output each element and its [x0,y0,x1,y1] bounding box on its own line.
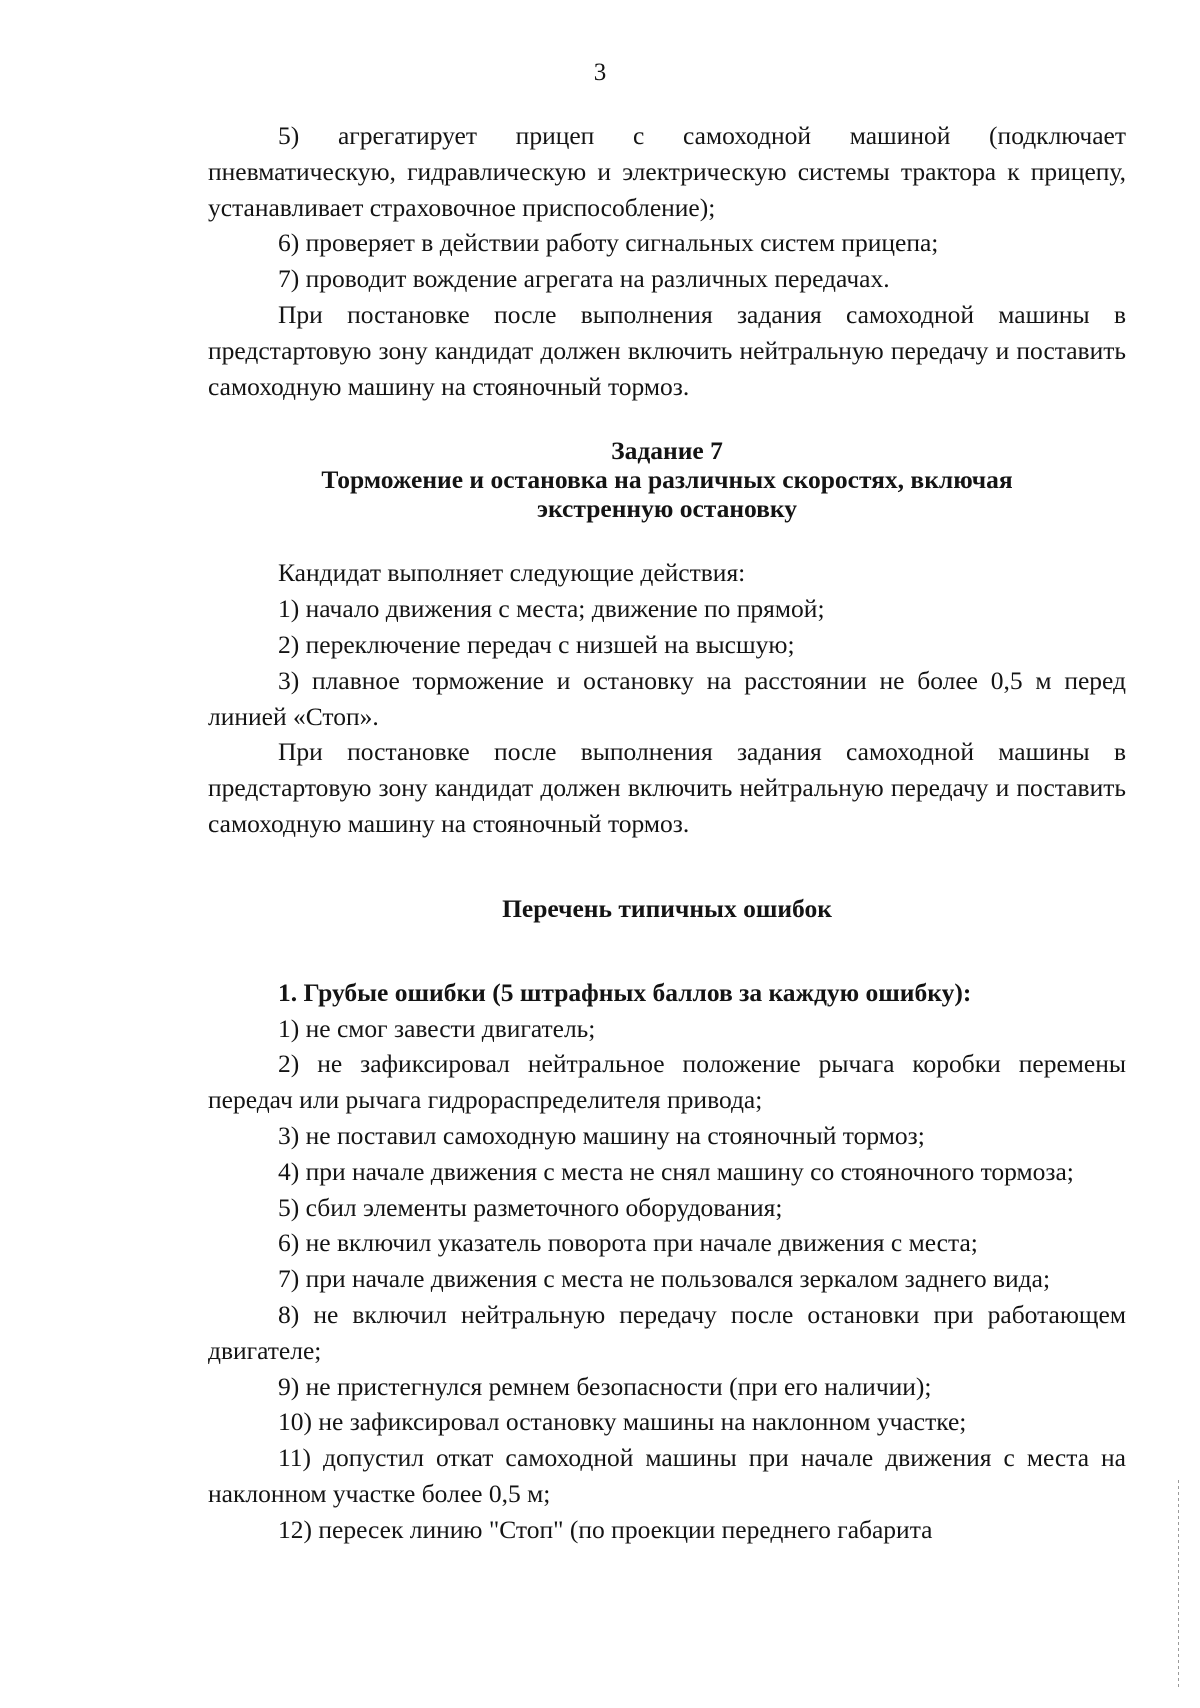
task7-title: Задание 7 [611,436,723,466]
error-item: 8) не включил нейтральную передачу после остановки при работающем двигателе; [208,1299,1126,1365]
error-item: 2) не зафиксировал нейтральное положение рычага коробки перемены передач или рычага гидрораспределителя привода; [208,1049,1126,1115]
intro-item: 7) проводит вождение агрегата на различных передачах. [278,264,890,294]
error-item: 4) при начале движения с места не снял машину со стояночного тормоза; [278,1156,1074,1186]
errors-title: Перечень типичных ошибок [502,893,832,923]
error-item: 12) пересек линию "Стоп" (по проекции переднего габарита [278,1514,933,1544]
task7-closing-paragraph: При постановке после выполнения задания самоходной машины в предстартовую зону кандидат должен включить нейтральную передачу и поставить самоходную машину на стояночный тормоз. [208,737,1126,838]
task7-item: 2) переключение передач с низшей на высшую; [278,629,795,659]
error-item: 7) при начале движения с места не пользовался зеркалом заднего вида; [278,1264,1051,1294]
task7-lead: Кандидат выполняет следующие действия: [278,558,746,588]
error-item: 5) сбил элементы разметочного оборудования; [278,1192,783,1222]
task7-subtitle-line2: экстренную остановку [536,494,798,524]
error-item: 6) не включил указатель поворота при начале движения с места; [278,1228,978,1258]
task7-item: 1) начало движения с места; движение по прямой; [278,594,825,624]
intro-item: 5) агрегатирует прицеп с самоходной машиной (подключает пневматическую, гидравлическую и электрическую системы трактора к прицепу, устанавливает страховочное приспособление); [208,121,1126,222]
error-item: 11) допустил откат самоходной машины при начале движения с места на наклонном участке более 0,5 м; [208,1443,1126,1508]
intro-closing-paragraph: При постановке после выполнения задания самоходной машины в предстартовую зону кандидат должен включить нейтральную передачу и поставить самоходную машину на стояночный тормоз. [208,299,1126,401]
error-item: 1) не смог завести двигатель; [278,1013,596,1043]
error-item: 3) не поставил самоходную машину на стояночный тормоз; [278,1120,925,1150]
task7-item: 3) плавное торможение и остановку на расстоянии не более 0,5 м перед линией «Стоп». [208,665,1126,731]
errors-section1-heading: 1. Грубые ошибки (5 штрафных баллов за каждую ошибку): [278,977,972,1007]
error-item: 9) не пристегнулся ремнем безопасности (при его наличии); [278,1371,932,1401]
task7-subtitle-line1: Торможение и остановка на различных скоростях, включая [321,465,1013,495]
document-body [208,118,1126,1548]
error-item: 10) не зафиксировал остановку машины на наклонном участке; [278,1407,967,1437]
intro-item: 6) проверяет в действии работу сигнальных систем прицепа; [278,228,939,258]
scan-edge-mark [1178,1480,1179,1690]
task7-heading-block [208,436,1126,523]
page-number: 3 [593,59,607,86]
